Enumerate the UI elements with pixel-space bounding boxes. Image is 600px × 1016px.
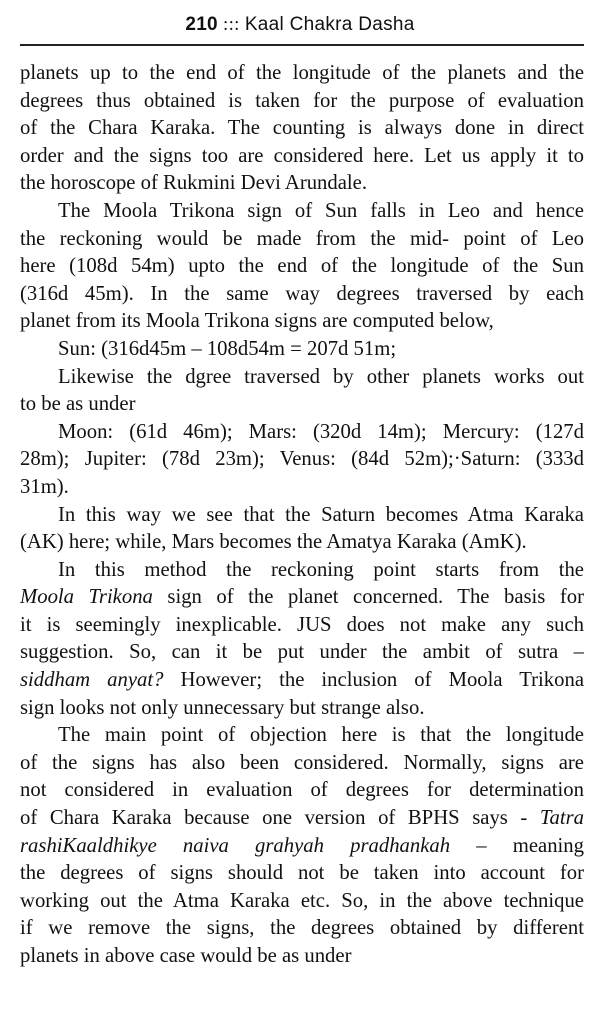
text-line: In this method the reckoning point starts from the [58,558,584,581]
italic-term: siddham anyat? [20,669,164,692]
text-line: In this way we see that the Saturn becomes Atma Karaka [58,503,584,526]
page-body [20,60,584,971]
text-line: Moon: (61d 46m); Mars: (320d 14m); Mercury: (127d [58,420,584,443]
text-line: planet from its Moola Trikona signs are computed below, [20,310,494,333]
text-line: planets up to the end of the longitude of the planets and the [20,62,584,84]
text-line: of the signs has also been considered. Normally, signs are [20,751,584,774]
page-number: 210 [185,14,218,35]
text-line: the horoscope of Rukmini Devi Arundale. [20,172,368,195]
book-title: Kaal Chakra Dasha [244,14,415,35]
text-line: (316d 45m). In the same way degrees traversed by each [20,282,584,305]
text-line: The Moola Trikona sign of Sun falls in Leo and hence [58,199,584,222]
text-line: the degrees of signs should not be taken into account for [20,862,584,885]
text-line: of Chara Karaka because one version of BPHS says - Tatra [20,807,584,830]
text-line: sign looks not only unnecessary but strange also. [20,696,425,719]
running-header [0,14,600,36]
text-line: here (108d 54m) upto the end of the longitude of the Sun [20,255,584,278]
text-line: working out the Atma Karaka etc. So, in the above technique [20,889,584,912]
text-line: Moola Trikona sign of the planet concerned. The basis for [20,586,584,609]
text-line: Likewise the dgree traversed by other planets works out [58,365,584,388]
text-line: 28m); Jupiter: (78d 23m); Venus: (84d 52m);·Saturn: (333d [20,448,584,471]
italic-term: Moola Trikona [20,586,153,609]
text-line: to be as under [20,393,136,416]
text-line: the reckoning would be made from the mid- point of Leo [20,227,584,250]
italic-term: Tatra [539,807,584,830]
text-line: not considered in evaluation of degrees for determination [20,779,584,802]
text-line: rashiKaaldhikye naiva grahyah pradhankah – meaning [20,834,584,857]
text-line: 31m). [20,475,69,498]
text-line: if we remove the signs, the degrees obtained by different [20,917,584,940]
text-line: Sun: (316d45m – 108d54m = 207d 51m; [58,337,397,360]
text-line: order and the signs too are considered here. Let us apply it to [20,144,584,167]
text-line: it is seemingly inexplicable. JUS does not make any such [20,613,584,636]
text-line: of the Chara Karaka. The counting is always done in direct [20,117,584,140]
text-line: suggestion. So, can it be put under the ambit of sutra – [20,641,584,664]
italic-term: rashiKaaldhikye naiva grahyah pradhankah [20,834,451,857]
text-line: (AK) here; while, Mars becomes the Amatya Karaka (AmK). [20,531,527,554]
header-separator: ::: [223,14,240,35]
text-line: The main point of objection here is that the longitude [58,724,584,747]
header-rule [20,44,584,46]
text-line: planets in above case would be as under [20,945,352,967]
text-line: degrees thus obtained is taken for the purpose of evaluation [20,89,584,112]
text-line: siddham anyat? However; the inclusion of Moola Trikona [20,669,584,692]
